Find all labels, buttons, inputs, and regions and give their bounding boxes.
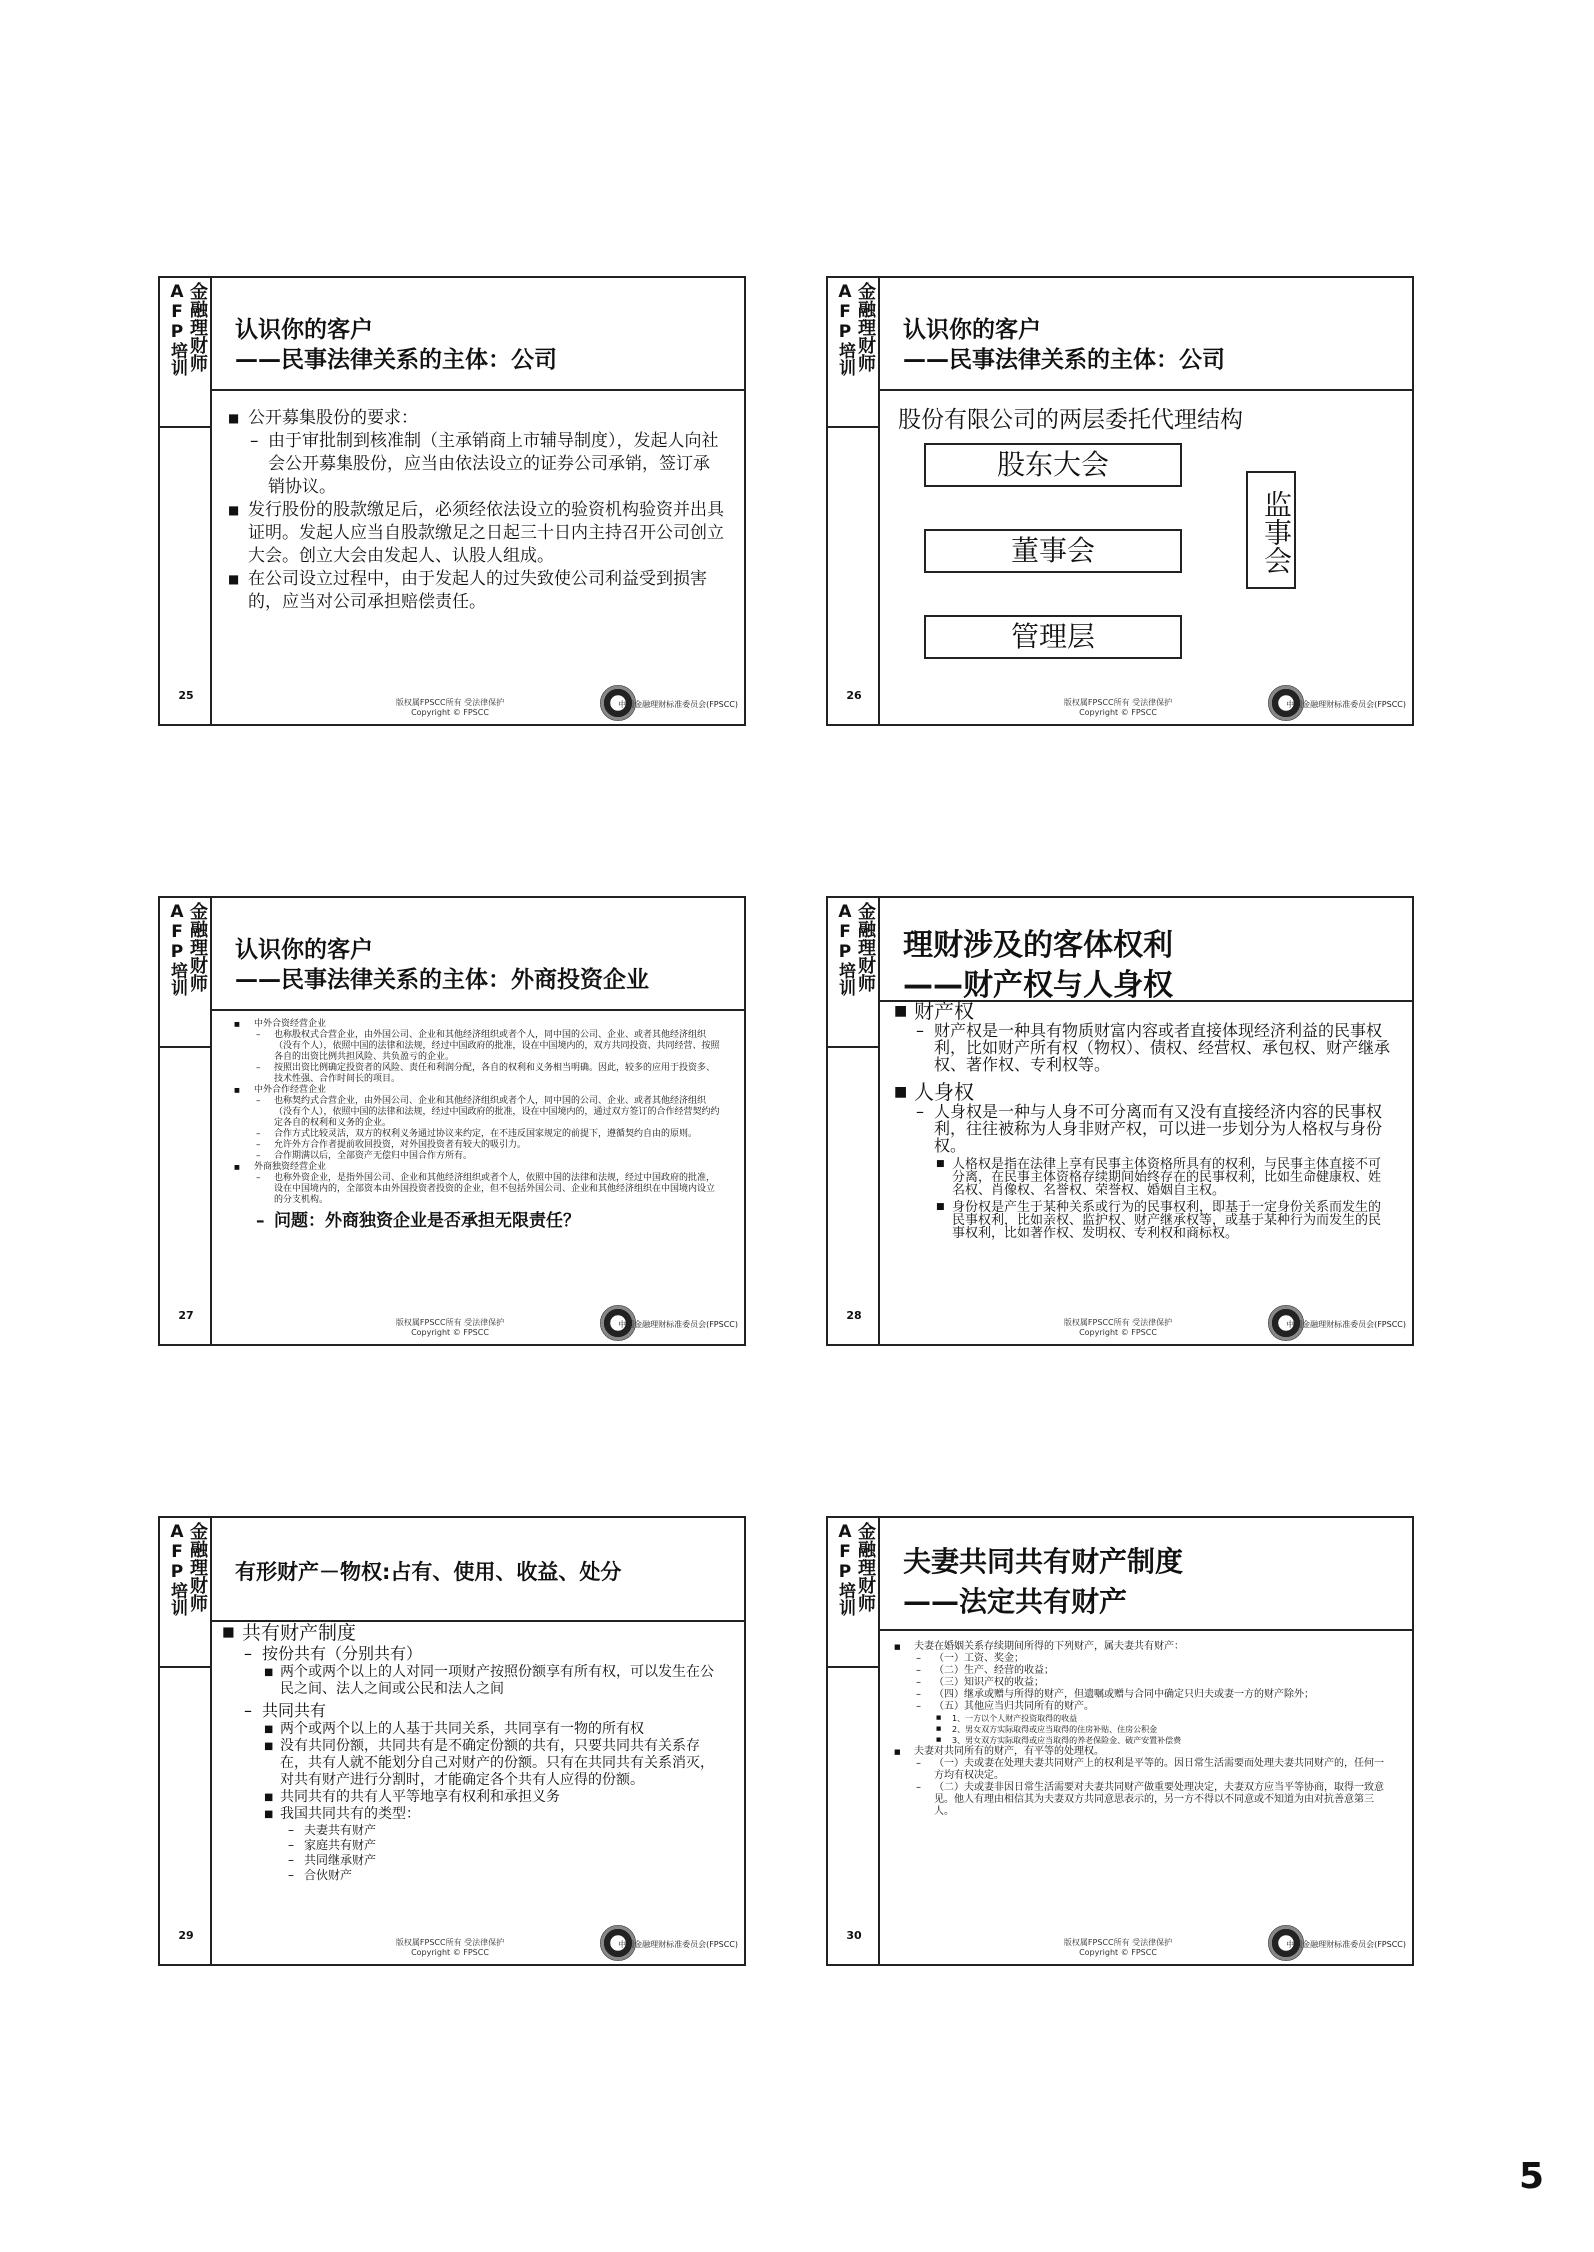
slide-body — [212, 391, 744, 724]
sidebar-afp: AFP培训 — [167, 1522, 187, 1616]
list-item: – （四）继承或赠与所得的财产，但遗嘱或赠与合同中确定只归夫或妻一方的财产除外； — [892, 1689, 1390, 1701]
list-item: ■ 两个或两个以上的人基于共同关系，共同享有一物的所有权 — [220, 1721, 722, 1738]
slide-subtitle: ——民事法律关系的主体：外商投资企业 — [235, 967, 649, 993]
list-item: ■ 没有共同份额，共同共有是不确定份额的共有，只要共同共有关系存在，共有人就不能划分自己对财产的份额。只有在共同共有关系消灭，对共有财产进行分割时，才能确定各个共有人应得的份额。 — [220, 1738, 722, 1789]
slide-25 — [158, 276, 746, 726]
footer-copyright: 版权属FPSCC所有 受法律保护 Copyright © FPSCC — [1063, 1318, 1173, 1337]
list-item: ■ 我国共同共有的类型： — [220, 1806, 722, 1823]
list-item: ■ 夫妻在婚姻关系存续期间所得的下列财产，属夫妻共有财产： — [892, 1641, 1390, 1653]
list-item: ■ 3、男女双方实际取得或应当取得的养老保险金、破产安置补偿费 — [892, 1735, 1390, 1746]
list-item: – （三）知识产权的收益； — [892, 1677, 1390, 1689]
sidebar — [828, 898, 880, 1344]
sidebar-title: 金融理财师 — [855, 1522, 876, 1612]
list-item: – 合作方式比较灵活，双方的权利义务通过协议来约定，在不违反国家规定的前提下，遵循契约自由的原则。 — [232, 1129, 722, 1140]
sidebar — [160, 898, 212, 1344]
slide-title: 认识你的客户 — [235, 317, 373, 343]
list-item: – 也称股权式合营企业，由外国公司、企业和其他经济组织或者个人，同中国的公司、企业、或者其他经济组织（没有个人），依照中国的法律和法规，经过中国政府的批准，设在中国境内的，双方共同投资、共同经营、按照各自的出资比例共担风险、共负盈亏的企业。 — [232, 1030, 722, 1063]
list-item: ■ 发行股份的股款缴足后，必须经依法设立的验资机构验资并出具证明。发起人应当自股款缴足之日起三十日内主持召开公司创立大会。创立大会由发起人、认股人组成。 — [226, 499, 724, 568]
slide-title: 理财涉及的客体权利 — [903, 928, 1173, 963]
list-item: – （二）生产、经营的收益； — [892, 1665, 1390, 1677]
sidebar — [160, 278, 212, 724]
sidebar-afp: AFP培训 — [167, 902, 187, 996]
slide-number: 26 — [846, 689, 862, 702]
slide-title: 认识你的客户 — [903, 317, 1041, 343]
slide-header — [880, 898, 1412, 1002]
footer-org: 中国金融理财标准委员会(FPSCC) — [618, 1320, 738, 1329]
list-item: – 财产权是一种具有物质财富内容或者直接体现经济利益的民事权利，比如财产所有权（物权）、债权、经营权、承包权、财产继承权、著作权、专利权等。 — [892, 1022, 1392, 1073]
slide-header — [212, 1518, 744, 1622]
list-item: – 共同共有 — [220, 1701, 722, 1721]
list-item: ■ 1、一方以个人财产投资取得的收益 — [892, 1713, 1390, 1724]
slide-title: 认识你的客户 — [235, 937, 373, 963]
sidebar-title: 金融理财师 — [855, 282, 876, 372]
box-supervisory: 监事会 — [1246, 471, 1296, 589]
list-item: – 合伙财产 — [220, 1868, 722, 1883]
footer-org: 中国金融理财标准委员会(FPSCC) — [618, 700, 738, 709]
list-item: – 合作期满以后，全部资产无偿归中国合作方所有。 — [232, 1151, 722, 1162]
sidebar-title: 金融理财师 — [187, 902, 208, 992]
sidebar-afp: AFP培训 — [835, 902, 855, 996]
box-shareholders: 股东大会 — [924, 443, 1182, 487]
slide-number: 28 — [846, 1309, 862, 1322]
slide-26 — [826, 276, 1414, 726]
slide-body — [212, 1620, 744, 1964]
slide-header — [880, 278, 1412, 391]
slide-30 — [826, 1516, 1414, 1966]
question-text: – 问题：外商独资企业是否承担无限责任？ — [232, 1210, 722, 1232]
list-item: ■ 中外合作经营企业 — [232, 1085, 722, 1096]
list-item: – 家庭共有财产 — [220, 1838, 722, 1853]
box-management: 管理层 — [924, 615, 1182, 659]
list-item: – 也称外资企业，是指外国公司、企业和其他经济组织或者个人，依照中国的法律和法规，经过中国政府的批准，设在中国境内的，全部资本由外国投资者投资的企业，但不包括外国公司、企业和其他经济组织在中国境内设立的分支机构。 — [232, 1173, 722, 1206]
list-item: ■ 财产权 — [892, 1000, 1392, 1022]
list-item: ■ 两个或两个以上的人对同一项财产按照份额享有所有权，可以发生在公民之间、法人之间或公民和法人之间 — [220, 1664, 722, 1698]
slide-body — [880, 1631, 1412, 1964]
box-board: 董事会 — [924, 529, 1182, 573]
page-number: 5 — [1518, 2156, 1544, 2197]
footer-copyright: 版权属FPSCC所有 受法律保护 Copyright © FPSCC — [395, 1938, 505, 1957]
slide-subtitle: ——法定共有财产 — [903, 1585, 1128, 1618]
slide-header — [212, 278, 744, 391]
footer-org: 中国金融理财标准委员会(FPSCC) — [1286, 1940, 1406, 1949]
list-item: – （二）夫或妻非因日常生活需要对夫妻共同财产做重要处理决定，夫妻双方应当平等协商，取得一致意见。他人有理由相信其为夫妻双方共同意思表示的，另一方不得以不同意或不知道为由对抗善意第三人。 — [892, 1782, 1390, 1818]
slide-28 — [826, 896, 1414, 1346]
slide-subtitle: ——民事法律关系的主体：公司 — [903, 347, 1225, 373]
sidebar-title: 金融理财师 — [855, 902, 876, 992]
slide-27 — [158, 896, 746, 1346]
list-item: – （一）工资、奖金； — [892, 1653, 1390, 1665]
footer-copyright: 版权属FPSCC所有 受法律保护 Copyright © FPSCC — [1063, 1938, 1173, 1957]
slide-body — [880, 1000, 1412, 1344]
list-item: ■ 中外合资经营企业 — [232, 1019, 722, 1030]
list-item: ■ 共有财产制度 — [220, 1622, 722, 1644]
list-item: ■ 公开募集股份的要求： — [226, 407, 724, 430]
sidebar — [828, 278, 880, 724]
list-item: ■ 在公司设立过程中，由于发起人的过失致使公司利益受到损害的，应当对公司承担赔偿责任。 — [226, 568, 724, 614]
slide-title: 夫妻共同共有财产制度 — [903, 1545, 1184, 1578]
footer-copyright: 版权属FPSCC所有 受法律保护 Copyright © FPSCC — [395, 1318, 505, 1337]
list-item: ■ 夫妻对共同所有的财产，有平等的处理权。 — [892, 1746, 1390, 1758]
footer-org: 中国金融理财标准委员会(FPSCC) — [1286, 1320, 1406, 1329]
list-item: ■ 2、男女双方实际取得或应当取得的住房补贴、住房公积金 — [892, 1724, 1390, 1735]
list-item: – 夫妻共有财产 — [220, 1823, 722, 1838]
list-item: – 由于审批制到核准制（主承销商上市辅导制度），发起人向社会公开募集股份，应当由依法设立的证券公司承销，签订承销协议。 — [226, 430, 724, 499]
slide-header — [880, 1518, 1412, 1631]
list-item: – 共同继承财产 — [220, 1853, 722, 1868]
sidebar-afp: AFP培训 — [835, 282, 855, 376]
list-item: ■ 人身权 — [892, 1081, 1392, 1103]
footer-copyright: 版权属FPSCC所有 受法律保护 Copyright © FPSCC — [395, 698, 505, 717]
slide-number: 29 — [178, 1929, 194, 1942]
slide-number: 27 — [178, 1309, 194, 1322]
slide-subtitle: ——财产权与人身权 — [903, 968, 1173, 1003]
footer-org: 中国金融理财标准委员会(FPSCC) — [618, 1940, 738, 1949]
sidebar-afp: AFP培训 — [835, 1522, 855, 1616]
sidebar-title: 金融理财师 — [187, 282, 208, 372]
slide-number: 25 — [178, 689, 194, 702]
slide-number: 30 — [846, 1929, 862, 1942]
footer-copyright: 版权属FPSCC所有 受法律保护 Copyright © FPSCC — [1063, 698, 1173, 717]
list-item: – 允许外方合作者提前收回投资，对外国投资者有较大的吸引力。 — [232, 1140, 722, 1151]
list-item: – （一）夫或妻在处理夫妻共同财产上的权利是平等的。因日常生活需要而处理夫妻共同财产的，任何一方均有权决定。 — [892, 1758, 1390, 1782]
slide-header — [212, 898, 744, 1011]
slide-29 — [158, 1516, 746, 1966]
list-item: ■ 共同共有的共有人平等地享有权利和承担义务 — [220, 1789, 722, 1806]
slide-body — [212, 1011, 744, 1344]
diagram-heading: 股份有限公司的两层委托代理结构 — [898, 407, 1243, 433]
list-item: – （五）其他应当归共同所有的财产。 — [892, 1701, 1390, 1713]
list-item: ■ 身份权是产生于某种关系或行为的民事权利，即基于一定身份关系而发生的民事权利，比如亲权、监护权、财产继承权等，或基于某种行为而发生的民事权利，比如著作权、发明权、专利权和商标权。 — [892, 1201, 1392, 1240]
list-item: ■ 外商独资经营企业 — [232, 1162, 722, 1173]
sidebar-title: 金融理财师 — [187, 1522, 208, 1612]
list-item: – 按份共有（分别共有） — [220, 1644, 722, 1664]
sidebar — [828, 1518, 880, 1964]
sidebar-afp: AFP培训 — [167, 282, 187, 376]
slide-subtitle: ——民事法律关系的主体：公司 — [235, 347, 557, 373]
list-item: – 按照出资比例确定投资者的风险、责任和利润分配，各自的权利和义务相当明确。因此，较多的应用于投资多、技术性强、合作时间长的项目。 — [232, 1063, 722, 1085]
list-item: – 也称契约式合营企业，由外国公司、企业和其他经济组织或者个人，同中国的公司、企业、或者其他经济组织（没有个人），依照中国的法律和法规，经过中国政府的批准，设在中国境内的，通过双方签订的合作经营契约约定各自的权利和义务的企业。 — [232, 1096, 722, 1129]
list-item: ■ 人格权是指在法律上享有民事主体资格所具有的权利，与民事主体直接不可分离，在民事主体资格存续期间始终存在的民事权利，比如生命健康权、姓名权、肖像权、名誉权、荣誉权、婚姻自主权。 — [892, 1158, 1392, 1197]
sidebar — [160, 1518, 212, 1964]
footer-org: 中国金融理财标准委员会(FPSCC) — [1286, 700, 1406, 709]
slide-title: 有形财产－物权:占有、使用、收益、处分 — [235, 1560, 622, 1584]
slide-body — [880, 391, 1412, 724]
list-item: – 人身权是一种与人身不可分离而有又没有直接经济内容的民事权利，往往被称为人身非财产权，可以进一步划分为人格权与身份权。 — [892, 1103, 1392, 1154]
